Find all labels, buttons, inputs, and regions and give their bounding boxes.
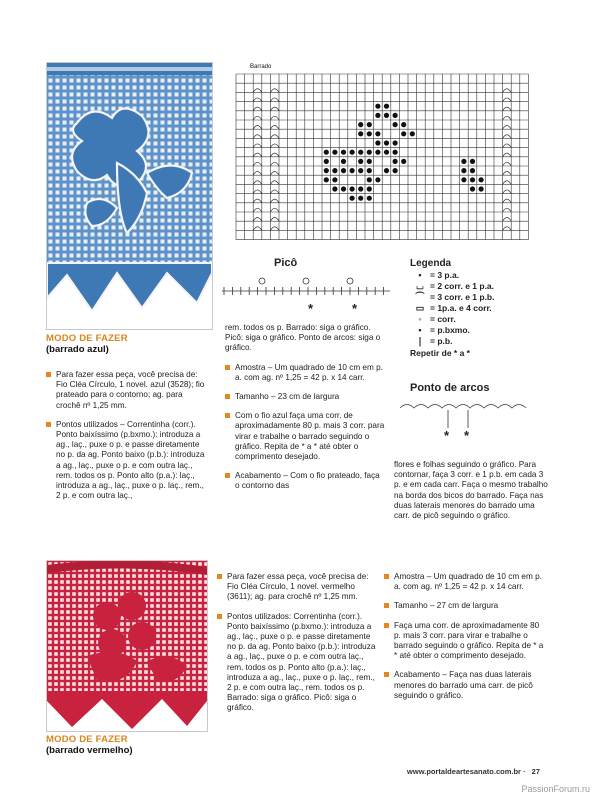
section1-paragraph: Tamanho – 23 cm de largura [225, 392, 385, 402]
chart-arc [270, 208, 279, 212]
chart-arc [253, 153, 262, 157]
chart-arc [503, 153, 512, 157]
chart-stitch-dot [384, 168, 389, 173]
chart-stitch-dot [384, 150, 389, 155]
chart-stitch-dot [358, 150, 363, 155]
pico-diagram [218, 257, 393, 319]
section2-paragraph: Pontos utilizados: Correntinha (corr.). Ponto baixíssimo (p.bxmo.): introduza a ag., laç., puxe o p. e passe diretamente no p. da ag. Ponto baixo (p.b.): introduza a ag., laç., puxe o p. e com outra laç., rem. todos os p. Ponto alto (p.a.): laç., introduza a ag., laç., puxe o p. laç., rem., 2 p. e com outra laç., rem. todos os p. Barrado: siga o gráfico. Picô: siga o gráfico. [217, 612, 377, 714]
chart-arc [503, 116, 512, 120]
chart-stitch-dot [324, 177, 329, 182]
section2-paragraph: Tamanho – 27 cm de largura [384, 601, 546, 611]
chart-stitch-dot [367, 177, 372, 182]
chart-arc [253, 89, 262, 93]
legend-item: ▭ = 1p.a. e 4 corr. [410, 303, 550, 314]
ponto-arcos-title: Ponto de arcos [410, 382, 490, 394]
section2-column-3 [384, 572, 546, 710]
chart-stitch-dot [358, 159, 363, 164]
chart-stitch-dot [393, 122, 398, 127]
chart-arc [253, 172, 262, 176]
chart-stitch-dot [401, 131, 406, 136]
chart-arc [270, 116, 279, 120]
chart-stitch-dot [393, 140, 398, 145]
chart-arc [253, 208, 262, 212]
section2-paragraph: Faça uma corr. de aproximadamente 80 p. mais 3 corr. para virar e trabalhe o barrado seguindo o gráfico. Repita de * a * até obter o comprimento desejado. [384, 621, 546, 662]
chart-arc [270, 126, 279, 130]
chart-arc [253, 190, 262, 194]
arcos-star-1: * [444, 428, 450, 443]
legend-open-bracket-icon: ⌴ [416, 281, 424, 291]
chart-stitch-dot [375, 177, 380, 182]
chart-stitch-dot [461, 177, 466, 182]
chart-arc [503, 181, 512, 185]
legend-item: ⌴ = 2 corr. e 1 p.a. [410, 281, 550, 292]
legend-small-dot-icon: • [418, 325, 422, 335]
pico-title: Picô [274, 257, 298, 269]
chart-stitch-dot [367, 122, 372, 127]
legend-title: Legenda [410, 258, 452, 269]
legend [410, 258, 550, 359]
chart-arc [270, 190, 279, 194]
section2-paragraph: Amostra – Um quadrado de 10 cm em p. a. com ag. nº 1,25 = 42 p. x 14 carr. [384, 572, 546, 592]
chart-stitch-dot [341, 186, 346, 191]
chart-stitch-dot [479, 186, 484, 191]
chart-arc [270, 98, 279, 102]
red-lace-photo [46, 560, 208, 732]
chart-stitch-dot [350, 150, 355, 155]
chart-arc [503, 135, 512, 139]
chart-stitch-dot [375, 140, 380, 145]
chart-stitch-dot [324, 168, 329, 173]
chart-stitch-dot [470, 186, 475, 191]
chart-arc [503, 218, 512, 222]
section1-paragraph: Pontos utilizados – Correntinha (corr.). Ponto baixíssimo (p.bxmo.): introduza a ag., laç., puxe o p. e passe diretamente no p. da ag. Ponto baixo (p.b.): introduza a ag., laç., puxe o p. e com outra laç., rem. todos os p. Ponto alto (p.a.): laç., introduza a ag., laç., puxe o p. laç., rem., 2 p. e com outra laç., [46, 420, 206, 502]
pico-svg [218, 271, 393, 301]
chart-stitch-dot [350, 168, 355, 173]
section2-heading [46, 734, 133, 756]
section2-paragraph: Acabamento – Faça nas duas laterais menores do barrado uma carr. de picô seguindo o gráfico. [384, 670, 546, 701]
chart-grid-svg [222, 72, 552, 250]
chart-stitch-dot [358, 196, 363, 201]
chart-stitch-dot [401, 159, 406, 164]
chart-stitch-dot [367, 131, 372, 136]
chart-arc [253, 227, 262, 231]
chart-arc [503, 98, 512, 102]
chart-arc [253, 162, 262, 166]
chart-stitch-dot [393, 159, 398, 164]
section1-paragraph: Para fazer essa peça, você precisa de: Fio Cléa Círculo, 1 novel. azul (3528); fio prateado para o contorno; ag. para crochê nº 1,25 mm. [46, 370, 206, 411]
chart-arc [503, 144, 512, 148]
legend-arc-icon: ⏜ [415, 292, 425, 302]
chart-arc [503, 126, 512, 130]
legend-repeat: Repetir de * a * [410, 348, 470, 358]
chart-arc [253, 218, 262, 222]
chart-arc [253, 135, 262, 139]
chart-stitch-dot [401, 122, 406, 127]
page-number: 27 [531, 767, 540, 776]
chart-stitch-dot [384, 140, 389, 145]
chart-stitch-dot [350, 196, 355, 201]
watermark: PassionForum.ru [521, 784, 590, 794]
section1-paragraph: Acabamento – Com o fio prateado, faça o contorno das [225, 471, 385, 491]
pico-star-1: * [308, 301, 314, 316]
chart-arc [270, 199, 279, 203]
section2-title: MODO DE FAZER [46, 734, 128, 745]
chart-stitch-dot [367, 168, 372, 173]
chart-arc [503, 199, 512, 203]
chart-stitch-dot [470, 177, 475, 182]
chart-stitch-dot [367, 150, 372, 155]
section1-heading [46, 333, 128, 355]
legend-dot-icon: • [418, 270, 422, 280]
legend-bar-icon: ❘ [416, 336, 424, 346]
legend-item: • = p.bxmo. [410, 325, 550, 336]
chart-stitch-dot [384, 104, 389, 109]
chart-top-label: Barrado [250, 64, 272, 70]
chart-stitch-dot [341, 159, 346, 164]
chart-stitch-dot [358, 122, 363, 127]
crochet-chart [222, 64, 552, 250]
chart-stitch-dot [375, 104, 380, 109]
footer-site: www.portaldeartesanato.com.br [407, 767, 521, 776]
chart-stitch-dot [367, 159, 372, 164]
chart-arc [270, 107, 279, 111]
chart-stitch-dot [367, 196, 372, 201]
chart-arc [270, 181, 279, 185]
chart-stitch-dot [461, 168, 466, 173]
chart-arc [253, 199, 262, 203]
chart-arc [253, 126, 262, 130]
chart-stitch-dot [375, 150, 380, 155]
legend-oval-icon: ◦ [418, 314, 422, 324]
section1-column-1 [46, 370, 206, 510]
chart-stitch-dot [384, 113, 389, 118]
chart-arc [270, 144, 279, 148]
chart-stitch-dot [332, 168, 337, 173]
section1-paragraph: Amostra – Um quadrado de 10 cm em p. a. com ag. nº 1,25 = 42 p. x 14 carr. [225, 363, 385, 383]
section1-paragraph: flores e folhas seguindo o gráfico. Para contornar, faça 3 corr. e 1 p.b. em cada 3 p. e em cada carr. Faça o mesmo trabalho na borda dos bicos do barrado. Faça nas duas laterais menores do barrado uma carr. de picô seguindo o gráfico. [394, 460, 548, 521]
chart-stitch-dot [332, 186, 337, 191]
chart-arc [503, 172, 512, 176]
chart-arc [270, 135, 279, 139]
chart-arc [503, 89, 512, 93]
chart-stitch-dot [479, 177, 484, 182]
legend-item: ⏜ = 3 corr. e 1 p.b. [410, 292, 550, 303]
chart-stitch-dot [341, 168, 346, 173]
chart-arc [503, 227, 512, 231]
chart-stitch-dot [358, 131, 363, 136]
legend-item: ❘ = p.b. [410, 336, 550, 347]
chart-arc [503, 208, 512, 212]
legend-item: • = 3 p.a. [410, 270, 550, 281]
chart-arc [270, 172, 279, 176]
arcos-star-2: * [464, 428, 470, 443]
chart-stitch-dot [367, 186, 372, 191]
chart-stitch-dot [375, 131, 380, 136]
chart-arc [503, 162, 512, 166]
section1-paragraph: rem. todos os p. Barrado: siga o gráfico. Picô: siga o gráfico. Ponto de arcos: siga o gráfico. [225, 323, 381, 353]
pico-star-2: * [352, 301, 358, 316]
chart-arc [253, 116, 262, 120]
chart-arc [270, 153, 279, 157]
ponto-arcos-svg [398, 398, 548, 428]
chart-arc [503, 190, 512, 194]
footer: www.portaldeartesanato.com.br · 27 [407, 767, 540, 776]
section1-column-3 [394, 460, 549, 530]
chart-stitch-dot [332, 177, 337, 182]
chart-stitch-dot [470, 168, 475, 173]
section1-title: MODO DE FAZER [46, 333, 128, 344]
chart-stitch-dot [332, 150, 337, 155]
chart-stitch-dot [324, 150, 329, 155]
chart-arc [270, 162, 279, 166]
chart-arc [503, 107, 512, 111]
chart-stitch-dot [393, 150, 398, 155]
chart-arc [253, 181, 262, 185]
section1-column-2 [225, 323, 385, 501]
section1-subtitle: (barrado azul) [46, 344, 109, 355]
chart-stitch-dot [393, 168, 398, 173]
chart-stitch-dot [358, 186, 363, 191]
chart-stitch-dot [341, 150, 346, 155]
legend-item: ◦ = corr. [410, 314, 550, 325]
chart-arc [270, 227, 279, 231]
chart-stitch-dot [410, 131, 415, 136]
chart-arc [253, 98, 262, 102]
section2-paragraph: Para fazer essa peça, você precisa de: Fio Cléa Círculo, 1 novel. vermelho (3611); ag. para crochê nº 1,25 mm. [217, 572, 377, 603]
ponto-arcos-diagram [398, 382, 548, 446]
legend-rectangle-icon: ▭ [415, 303, 425, 313]
blue-lace-photo [46, 62, 213, 330]
chart-stitch-dot [324, 159, 329, 164]
chart-stitch-dot [350, 186, 355, 191]
chart-stitch-dot [375, 113, 380, 118]
chart-stitch-dot [461, 159, 466, 164]
chart-arc [270, 89, 279, 93]
chart-stitch-dot [358, 168, 363, 173]
section2-subtitle: (barrado vermelho) [46, 745, 133, 756]
chart-arc [253, 144, 262, 148]
section2-column-2 [217, 572, 377, 723]
chart-arc [270, 218, 279, 222]
chart-stitch-dot [393, 113, 398, 118]
section1-paragraph: Com o fio azul faça uma corr. de aproximadamente 80 p. mais 3 corr. para virar e trabalhe o barrado seguindo o gráfico. Repita de * a * até obter o comprimento desejado. [225, 411, 385, 462]
chart-stitch-dot [470, 159, 475, 164]
chart-arc [253, 107, 262, 111]
